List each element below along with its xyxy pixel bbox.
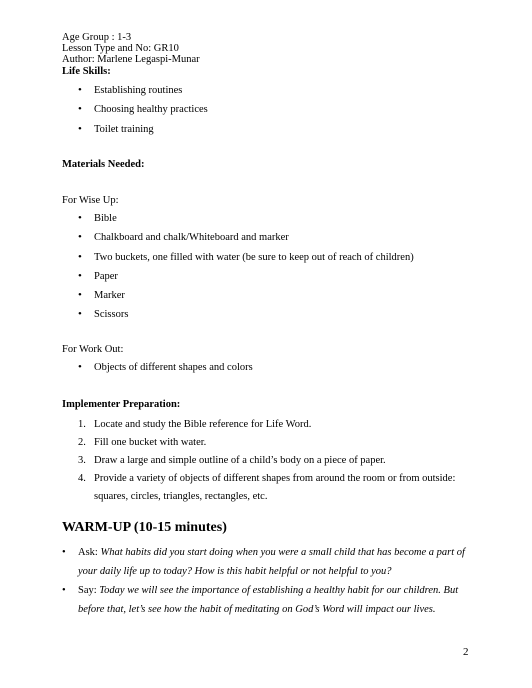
age-group: Age Group : 1-3 (62, 32, 132, 43)
life-skills-heading: Life Skills: (62, 66, 111, 77)
page-number: 2 (463, 646, 469, 658)
materials-heading: Materials Needed: (62, 159, 145, 170)
lesson-type: Lesson Type and No: GR10 (62, 43, 179, 54)
list-item: • Establishing routines (78, 85, 208, 104)
work-out-label: For Work Out: (62, 344, 124, 355)
list-item: • Toilet training (78, 124, 208, 143)
preparation-list (78, 416, 455, 506)
warmup-heading: WARM-UP (10-15 minutes) (62, 520, 227, 535)
list-item: • Paper (78, 271, 414, 290)
list-item: 4. Provide a variety of objects of different shapes from around the room or from outside: squares, circles, triangles, rectangles, etc. (78, 473, 456, 502)
list-item: • Bible (78, 213, 414, 232)
list-item: • Objects of different shapes and colors (78, 362, 253, 381)
wise-up-list (78, 213, 414, 329)
wise-up-label: For Wise Up: (62, 195, 119, 206)
warmup-list (62, 543, 482, 619)
life-skills-list (78, 85, 208, 143)
list-item: 1. Locate and study the Bible reference for Life Word. (78, 419, 312, 430)
author: Author: Marlene Legaspi-Munar (62, 54, 200, 65)
warmup-ask: • Ask: What habits did you start doing when you were a small child that has become a part of your daily life up to today? How is this habit helpful or not helpful to you? (62, 543, 482, 581)
list-item: • Scissors (78, 309, 414, 328)
list-item: • Chalkboard and chalk/Whiteboard and marker (78, 232, 414, 251)
list-item: • Marker (78, 290, 414, 309)
work-out-list (78, 362, 253, 381)
list-item: 2. Fill one bucket with water. (78, 437, 207, 448)
list-item: • Choosing healthy practices (78, 104, 208, 123)
list-item: 3. Draw a large and simple outline of a child’s body on a piece of paper. (78, 455, 386, 466)
list-item: • Two buckets, one filled with water (be sure to keep out of reach of children) (78, 252, 414, 271)
preparation-heading: Implementer Preparation: (62, 399, 181, 410)
warmup-say: • Say: Today we will see the importance of establishing a healthy habit for our children. But before that, let’s see how the habit of meditating on God’s Word will impact our lives. (62, 581, 482, 619)
